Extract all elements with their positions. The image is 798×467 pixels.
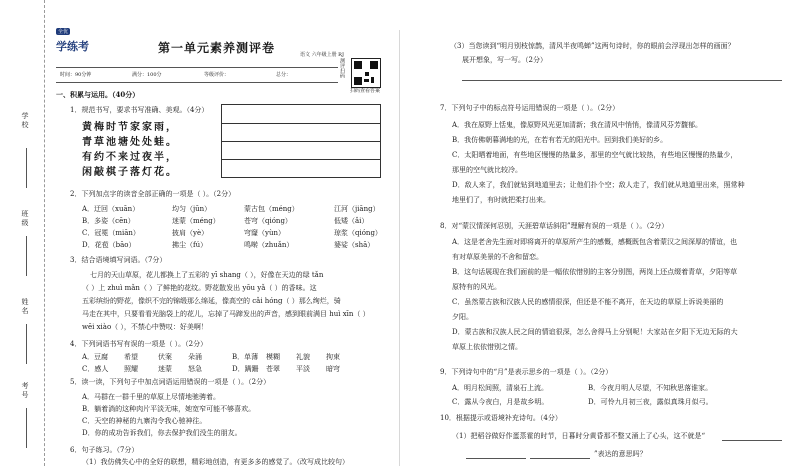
side-underline <box>26 324 27 364</box>
question-8-stem: 8．对“蒙汉情深何忍别，天涯碧草话斜阳”理解有误的一项是（ ）。（2分） <box>440 222 669 230</box>
option-line: C．虽然蒙古族和汉族人民的感情很深，但还是不能不离开，在天边的草原上诉说美丽的 <box>452 298 724 306</box>
writing-grid[interactable] <box>221 104 381 178</box>
option-cell: 平淡 <box>296 365 310 373</box>
meta-full-score: 满分：100分 <box>132 72 162 78</box>
header-rule <box>56 82 338 83</box>
side-underline <box>26 408 27 448</box>
option-line: B．躺着淌的这种肉片平淡无味，她宽窄可能不够喜欢。 <box>82 405 256 413</box>
exam-title: 第一单元素养测评卷 <box>158 41 276 55</box>
option-cell: 蒙古包（méng） <box>244 205 299 213</box>
poem-line: 有约不来过夜半， <box>82 152 178 163</box>
logo-badge: 全优 <box>58 29 69 35</box>
side-underline <box>26 236 27 276</box>
option-cell: 怒急 <box>188 365 202 373</box>
answer-line[interactable] <box>462 80 782 81</box>
option-cell: 朵涌 <box>188 353 202 361</box>
poem-line: 闲敲棋子落灯花。 <box>82 167 178 178</box>
question-5-stem: 5．读一读，下列句子中加点词语运用错误的一项是（ ）。（2分） <box>70 378 271 386</box>
question-6-stem: 6．句子练习。（7分） <box>70 446 139 454</box>
question-9-stem: 9．下列诗句中的“月”是表示思乡的一项是（ ）。（2分） <box>440 368 613 376</box>
option-cell: 照耀 <box>124 365 138 373</box>
qr-side-label: 测评扫码 <box>339 58 345 78</box>
question-2-stem: 2．下列加点字的读音全部正确的一项是（ ）。（2分） <box>70 190 236 198</box>
meta-time: 时间：90分钟 <box>60 72 92 78</box>
question-10-stem: 10．根据提示或语境补充诗句。（4分） <box>440 414 562 422</box>
side-label-school: 学校 <box>21 112 29 130</box>
option-line: 那里的空气就比较冷。 <box>452 166 522 174</box>
passage-line: 七月的天山草原，花儿都换上了五彩的 yī shang（ ），好像在天边的绿 tǎn <box>90 271 324 279</box>
option-cell: 迷蒙（méng） <box>172 217 220 225</box>
option-cell: C．露从今夜白，月是故乡明。 <box>452 398 549 406</box>
question-6-3-sub: 展开想象，写一写。（2分） <box>462 56 547 64</box>
option-cell: 希望 <box>124 353 138 361</box>
option-line: 原特有的风光。 <box>452 283 501 291</box>
side-label-name: 姓名 <box>21 298 29 316</box>
option-line: C．太阳晒着地面，有些地区慢慢的热量多，那里的空气就比较热，有些地区慢慢的热量少， <box>452 151 738 159</box>
binding-column <box>0 0 45 466</box>
option-line: 草原上依依惜别之情。 <box>452 343 522 351</box>
passage-line: （ ）上 zhuì mǎn（ ）了鲜艳的花纹。野花散发出 yōu yǎ（ ）的香味。这 <box>82 284 317 292</box>
option-cell: 迷蒙 <box>158 365 172 373</box>
poem-line: 黄梅时节家家雨， <box>82 122 178 133</box>
option-line: B．这句话展现在我们面前的是一幅依依惜别的主客分别图，两岗上还点缀着青草，夕阳等草 <box>452 268 738 276</box>
answer-blank[interactable] <box>722 440 782 441</box>
option-line: 夕阳。 <box>452 313 473 321</box>
option-cell: 拂尘（fú） <box>172 241 208 249</box>
option-line: A．我在原野上恬鬼，像原野风光更加清新；我在清风中悄悄，像清风芬芳馥郁。 <box>452 121 703 129</box>
passage-line: wēi xiào（ ），不禁心中赞叹：好美啊！ <box>82 323 208 331</box>
option-cell: B．今夜月明人尽望，不知秋思落谁家。 <box>588 384 713 392</box>
meta-rank: 等级评价： <box>204 72 230 78</box>
question-7-stem: 7．下列句子中的标点符号运用错误的一项是（ ）。（2分） <box>440 104 620 112</box>
option-line: 有对草原美景的不舍和留恋。 <box>452 253 543 261</box>
option-cell: 婆娑（shā） <box>334 241 375 249</box>
option-cell: 暗穹 <box>326 365 340 373</box>
option-cell: 琼浆（qióng） <box>334 229 382 237</box>
poem-line: 青草池塘处处蛙。 <box>82 137 178 148</box>
option-line: C．天空的神秘的九寨沟令我心驰神往。 <box>82 417 207 425</box>
passage-line: 马走在其中，只要看看光脑袋上的花儿，忘掉了马蹄发出的声音，感到眼前满目 huì xīn（ ） <box>82 310 370 318</box>
brand-logo <box>56 28 114 56</box>
option-cell: A．豆腐 <box>82 353 109 361</box>
option-line: A．马群在一群千里的草原上尽情地驰骋着。 <box>82 393 221 401</box>
side-label-number: 考号 <box>21 382 29 400</box>
question-10-line-1: （1）把稻谷做好作蛋蒸霍的时节，日暮时分黄昏那不整又涌上了心头，这不就是“ <box>452 432 706 440</box>
option-cell: 鸣啭（zhuǎn） <box>244 241 294 249</box>
option-cell: 低矮（ǎi） <box>334 217 369 225</box>
answer-blank[interactable] <box>530 458 590 459</box>
meta-total: 总分： <box>276 72 292 78</box>
header-rule <box>56 67 338 68</box>
question-1-stem: 1．规范书写，要求书写准确、美观。（4分） <box>70 106 209 114</box>
side-underline <box>26 148 27 188</box>
option-cell: A．明月松间照，清泉石上流。 <box>452 384 549 392</box>
option-cell: 均匀（jūn） <box>172 205 212 213</box>
option-cell: D．蹒跚 <box>232 365 259 373</box>
question-3-stem: 3．结合语境填写词语。（7分） <box>70 256 167 264</box>
question-6-sub: （1）我仿佛失心中的全好的联想，精彩地创造，有更多多的感觉了。（改写成比较句） <box>82 458 349 466</box>
option-line: B．我仿佛朝暮满地的光，在若有若无的阳光中。回到我们美好的乡。 <box>452 136 668 144</box>
option-cell: 礼貌 <box>296 353 310 361</box>
side-label-class: 班级 <box>21 210 29 228</box>
qr-code[interactable] <box>351 58 381 88</box>
option-line: D．你的成功告诉我们，你去保护我们没生的朋友。 <box>82 429 242 437</box>
option-cell: B．多姿（cēn） <box>82 217 135 225</box>
section-heading: 一、积累与运用。（40分） <box>56 90 140 99</box>
subject-grade: 语文 六年级上册 RJ <box>300 52 344 58</box>
option-line: D．敌人来了，我们就钻到地道里去；让他们扑个空；敌人走了，我们就从地道里出来，照常种 <box>452 181 745 189</box>
qr-caption: 扫码查看答案 <box>350 88 381 94</box>
option-cell: A．迂回（xuān） <box>82 205 140 213</box>
passage-line: 五彩缤纷的野花，像织不完的锦缎那么绵延，像高空的 cǎi hóng（ ）那么绚烂，骑 <box>82 297 341 305</box>
option-cell: 模糊 <box>266 353 280 361</box>
option-cell: 披肩（yè） <box>172 229 209 237</box>
option-cell: D．花苞（bāo） <box>82 241 136 249</box>
column-divider <box>399 30 400 466</box>
answer-blank[interactable] <box>466 458 526 459</box>
option-cell: 伏案 <box>158 353 172 361</box>
option-cell: C．冠冕（miān） <box>82 229 140 237</box>
question-6-3-stem: （3）当您读到“明月别枝惊鹊，清风半夜鸣蝉”这两句诗时，你的眼前会浮现出怎样的画面？ <box>450 42 735 50</box>
option-cell: C．感人 <box>82 365 109 373</box>
question-4-stem: 4．下列词语书写有误的一项是（ ）。（2分） <box>70 340 208 348</box>
option-cell: 江河（jiāng） <box>334 205 380 213</box>
option-cell: 穹窿（yùn） <box>244 229 285 237</box>
option-cell: D．可怜九月初三夜，露似真珠月似弓。 <box>588 398 713 406</box>
option-line: D．蒙古族和汉族人民之间的情谊很深，怎么舍得马上分别呢！大家站在夕阳下无边无际的大 <box>452 328 738 336</box>
option-cell: 苍穹（qióng） <box>244 217 292 225</box>
option-cell: B．单薄 <box>232 353 259 361</box>
option-line: 地里们了，有时就把柔打出来。 <box>452 196 550 204</box>
option-line: A．这是老舍先生面对即将离开的草原所产生的感慨，感概既包含着蒙汉之间深厚的情谊，也 <box>452 238 738 246</box>
question-10-line-2: ”表达的意思吗？ <box>594 450 647 458</box>
option-cell: 苍翠 <box>266 365 280 373</box>
logo-text: 学练考 <box>56 40 89 53</box>
option-cell: 拘束 <box>326 353 340 361</box>
